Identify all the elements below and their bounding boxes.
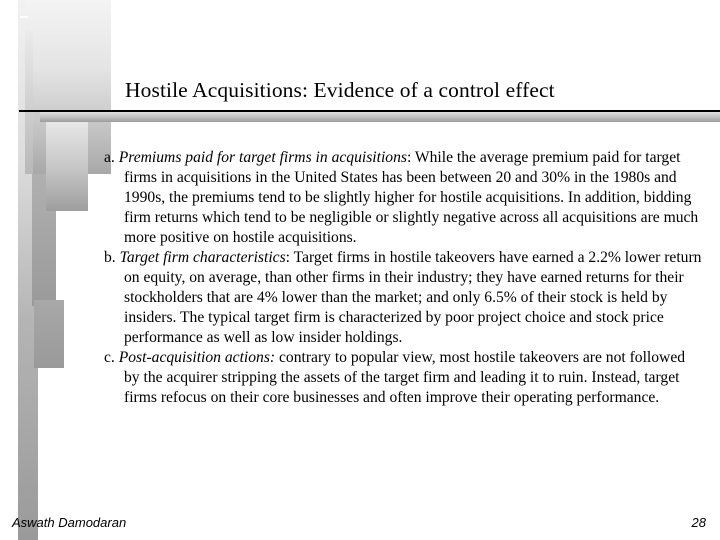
evidence-item-premiums xyxy=(104,148,704,248)
evidence-item-target-characteristics xyxy=(104,248,704,348)
item-marker: b. xyxy=(104,249,116,266)
item-lead: Premiums paid for target firms in acquisitions xyxy=(118,149,407,166)
item-lead: Post-acquisition actions: xyxy=(118,349,276,366)
item-marker: a. xyxy=(104,149,115,166)
decorative-block-edge xyxy=(25,30,33,174)
item-text: While the average premium paid for target firms in acquisitions in the United States has been between 20 and 30% in the 1980s and 1990s, the premiums tend to be slightly higher for hostile acquisitions. In addition, bidding firm returns which tend to be negligible or slightly negative across all acquisitions are much more positive on hostile acquisitions. xyxy=(124,149,699,246)
page-number: 28 xyxy=(691,515,706,530)
item-lead: Target firm characteristics xyxy=(119,249,286,266)
slide-body xyxy=(104,148,704,408)
evidence-item-post-acquisition xyxy=(104,348,704,408)
decorative-block-inner xyxy=(46,121,88,211)
decorative-tick xyxy=(20,16,28,18)
item-text: contrary to popular view, most hostile takeovers are not followed by the acquirer stripping the assets of the target firm and leading it to ruin. Instead, target firms refocus on their core businesses and often improve their operating performance. xyxy=(124,349,686,406)
title-gradient-bar xyxy=(40,112,720,122)
item-separator: : xyxy=(285,249,291,266)
item-separator: : xyxy=(406,149,412,166)
item-marker: c. xyxy=(104,349,115,366)
slide-title: Hostile Acquisitions: Evidence of a control effect xyxy=(125,78,555,102)
decorative-bar-lower xyxy=(34,300,64,368)
item-text: Target firms in hostile takeovers have earned a 2.2% lower return on equity, on average, than other firms in their industry; they have earned returns for their stockholders that are 4% lower than the market; and only 6.5% of their stock is held by insiders. The typical target firm is characterized by poor project choice and stock price performance as well as low insider holdings. xyxy=(124,249,702,346)
footer-author: Aswath Damodaran xyxy=(12,515,127,530)
